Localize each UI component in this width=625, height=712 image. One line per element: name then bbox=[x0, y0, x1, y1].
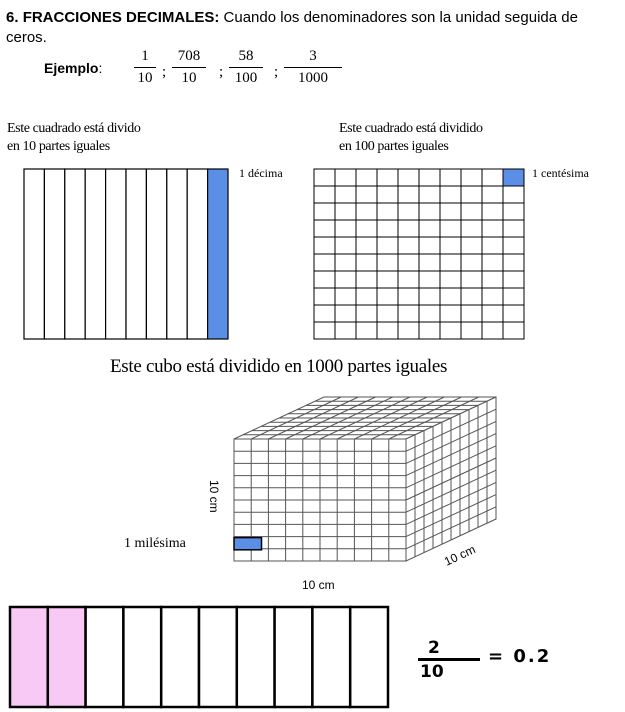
square10-caption-line2: en 10 partes iguales bbox=[7, 139, 110, 154]
square100-cell bbox=[461, 186, 482, 203]
square100-cell bbox=[461, 237, 482, 254]
square100-cell bbox=[461, 322, 482, 339]
square100-cell bbox=[356, 305, 377, 322]
square100-cell bbox=[440, 203, 461, 220]
centesima-highlight bbox=[503, 169, 524, 186]
square100-cell bbox=[377, 271, 398, 288]
square100-cell bbox=[482, 288, 503, 305]
tenths-bar-part bbox=[312, 607, 350, 707]
square100-cell bbox=[482, 186, 503, 203]
square100-cell bbox=[461, 271, 482, 288]
square100-cell bbox=[314, 203, 335, 220]
square100-cell bbox=[335, 271, 356, 288]
square100-cell bbox=[314, 169, 335, 186]
equation-fraction-bar bbox=[418, 658, 480, 661]
square100-cell bbox=[314, 322, 335, 339]
tenths-bar-highlight bbox=[10, 607, 48, 707]
square100-cell bbox=[419, 288, 440, 305]
square100-cell bbox=[314, 220, 335, 237]
square100-cell bbox=[419, 305, 440, 322]
square100-cell bbox=[461, 254, 482, 271]
square100-cell bbox=[461, 220, 482, 237]
square100-cell bbox=[503, 288, 524, 305]
square100-cell bbox=[440, 254, 461, 271]
cube-height-dim bbox=[201, 480, 231, 520]
fraction-2 bbox=[172, 48, 206, 87]
square100-cell bbox=[314, 271, 335, 288]
square100-cell bbox=[503, 305, 524, 322]
square100-cell bbox=[440, 169, 461, 186]
equation-denominator: 10 bbox=[420, 662, 444, 682]
square10-part bbox=[146, 169, 166, 339]
milesima-label: 1 milésima bbox=[124, 536, 186, 551]
square100-cell bbox=[377, 305, 398, 322]
tenths-bar-highlight bbox=[48, 607, 86, 707]
square100-cell bbox=[335, 288, 356, 305]
square100-cell bbox=[482, 203, 503, 220]
cube-depth-label: 10 cm bbox=[442, 542, 478, 569]
decima-label: 1 décima bbox=[239, 166, 283, 180]
square100-diagram bbox=[312, 168, 526, 340]
square100-cell bbox=[482, 169, 503, 186]
square100-cell bbox=[419, 322, 440, 339]
square100-cell bbox=[503, 237, 524, 254]
square100-cell bbox=[398, 203, 419, 220]
square100-cell bbox=[461, 169, 482, 186]
square100-cell bbox=[335, 322, 356, 339]
square100-cell bbox=[419, 271, 440, 288]
exercise-title: FRACCIONES DECIMALES: bbox=[22, 9, 220, 26]
square100-cell bbox=[482, 271, 503, 288]
square10-part bbox=[44, 169, 64, 339]
square100-cell bbox=[314, 254, 335, 271]
equation-numerator: 2 bbox=[428, 638, 440, 658]
square100-cell bbox=[335, 203, 356, 220]
square100-cell bbox=[398, 322, 419, 339]
decima-highlight bbox=[208, 169, 228, 339]
square10-part bbox=[85, 169, 105, 339]
cube-width-label: 10 cm bbox=[302, 578, 335, 592]
square100-cell bbox=[335, 237, 356, 254]
square100-cell bbox=[356, 169, 377, 186]
square100-cell bbox=[482, 322, 503, 339]
exercise-heading bbox=[6, 8, 622, 48]
square100-cell bbox=[377, 288, 398, 305]
fraction-numerator: 708 bbox=[177, 48, 201, 64]
square100-caption-line2: en 100 partes iguales bbox=[339, 139, 449, 154]
square100-cell bbox=[356, 237, 377, 254]
square10-part bbox=[65, 169, 85, 339]
square10-part bbox=[106, 169, 126, 339]
square100-cell bbox=[419, 186, 440, 203]
square10-diagram bbox=[20, 168, 230, 340]
example-label bbox=[44, 60, 102, 76]
square100-cell bbox=[461, 305, 482, 322]
square100-cell bbox=[440, 220, 461, 237]
square100-cell bbox=[335, 305, 356, 322]
square100-cell bbox=[440, 271, 461, 288]
square100-cell bbox=[356, 186, 377, 203]
fraction-denominator: 1000 bbox=[298, 70, 328, 86]
fraction-separator: ; bbox=[162, 64, 167, 80]
square100-cell bbox=[314, 288, 335, 305]
square100-cell bbox=[440, 237, 461, 254]
square100-cell bbox=[356, 203, 377, 220]
square10-caption-line1: Este cuadrado está divido bbox=[7, 121, 141, 136]
square100-cell bbox=[482, 237, 503, 254]
square100-cell bbox=[377, 203, 398, 220]
square100-grid bbox=[314, 169, 524, 339]
fraction-4 bbox=[284, 48, 342, 87]
square10-part bbox=[167, 169, 187, 339]
square100-cell bbox=[461, 203, 482, 220]
square100-cell bbox=[440, 288, 461, 305]
square100-cell bbox=[335, 169, 356, 186]
square100-cell bbox=[356, 271, 377, 288]
example-label-text: Ejemplo bbox=[44, 60, 99, 76]
square100-cell bbox=[377, 220, 398, 237]
tenths-bar-parts bbox=[10, 607, 388, 707]
square100-caption bbox=[339, 120, 483, 156]
square100-cell bbox=[419, 237, 440, 254]
centesima-label: 1 centésima bbox=[532, 166, 589, 180]
square100-cell bbox=[440, 322, 461, 339]
square10-part bbox=[126, 169, 146, 339]
square100-cell bbox=[482, 254, 503, 271]
square100-cell bbox=[482, 305, 503, 322]
fraction-separator: ; bbox=[219, 64, 224, 80]
square100-cell bbox=[335, 254, 356, 271]
square100-cell bbox=[503, 271, 524, 288]
fraction-denominator: 10 bbox=[181, 70, 197, 86]
square100-cell bbox=[503, 220, 524, 237]
tenths-bar-part bbox=[350, 607, 388, 707]
fraction-numerator: 58 bbox=[238, 48, 254, 64]
square10-parts bbox=[24, 169, 228, 339]
fraction-denominator: 100 bbox=[234, 70, 258, 86]
tenths-bar-part bbox=[123, 607, 161, 707]
square10-part bbox=[24, 169, 44, 339]
square100-cell bbox=[314, 305, 335, 322]
cube-caption: Este cubo está dividido en 1000 partes iguales bbox=[110, 356, 448, 377]
square100-cell bbox=[377, 322, 398, 339]
exercise-number: 6. bbox=[6, 9, 19, 26]
square100-cell bbox=[314, 237, 335, 254]
square100-cell bbox=[419, 169, 440, 186]
square100-cell bbox=[398, 186, 419, 203]
square100-caption-line1: Este cuadrado está dividido bbox=[339, 121, 483, 136]
square100-cell bbox=[398, 169, 419, 186]
fraction-1 bbox=[134, 48, 156, 87]
square100-cell bbox=[377, 254, 398, 271]
square100-cell bbox=[398, 271, 419, 288]
square10-part bbox=[187, 169, 207, 339]
square100-cell bbox=[314, 186, 335, 203]
fraction-numerator: 1 bbox=[141, 48, 149, 64]
square100-cell bbox=[356, 220, 377, 237]
square100-cell bbox=[398, 305, 419, 322]
equation-result: = 0.2 bbox=[488, 646, 552, 667]
tenths-bar-part bbox=[199, 607, 237, 707]
square100-cell bbox=[440, 186, 461, 203]
cube-grid bbox=[234, 397, 496, 561]
fraction-separator: ; bbox=[274, 64, 279, 80]
square100-cell bbox=[356, 322, 377, 339]
square100-cell bbox=[419, 220, 440, 237]
tenths-bar-part bbox=[161, 607, 199, 707]
square100-cell bbox=[461, 288, 482, 305]
fraction-equation bbox=[418, 636, 598, 686]
square100-cell bbox=[419, 203, 440, 220]
milesima-highlight bbox=[234, 538, 262, 550]
square100-cell bbox=[440, 305, 461, 322]
cube-height-label: 10 cm bbox=[207, 480, 221, 513]
square100-cell bbox=[503, 322, 524, 339]
square100-cell bbox=[377, 186, 398, 203]
square100-cell bbox=[335, 186, 356, 203]
square100-cell bbox=[398, 288, 419, 305]
square100-cell bbox=[503, 186, 524, 203]
square100-cell bbox=[398, 254, 419, 271]
square100-cell bbox=[356, 288, 377, 305]
tenths-bar-part bbox=[86, 607, 124, 707]
tenths-bar-part bbox=[237, 607, 275, 707]
square100-cell bbox=[356, 254, 377, 271]
tenths-bar-part bbox=[275, 607, 313, 707]
example-colon: : bbox=[98, 60, 103, 76]
square100-cell bbox=[335, 220, 356, 237]
square100-cell bbox=[503, 203, 524, 220]
fraction-denominator: 10 bbox=[137, 70, 153, 86]
square100-cell bbox=[503, 254, 524, 271]
square100-cell bbox=[398, 220, 419, 237]
square100-cell bbox=[398, 237, 419, 254]
exercise-description: Cuando los denominadores son la unidad seguida de ceros. bbox=[6, 9, 578, 46]
fraction-numerator: 3 bbox=[309, 48, 317, 64]
square100-cell bbox=[377, 169, 398, 186]
square100-cell bbox=[482, 220, 503, 237]
square100-cell bbox=[419, 254, 440, 271]
tenths-bar bbox=[8, 605, 392, 709]
square100-cell bbox=[377, 237, 398, 254]
square10-caption bbox=[7, 120, 140, 156]
fraction-3 bbox=[229, 48, 263, 87]
